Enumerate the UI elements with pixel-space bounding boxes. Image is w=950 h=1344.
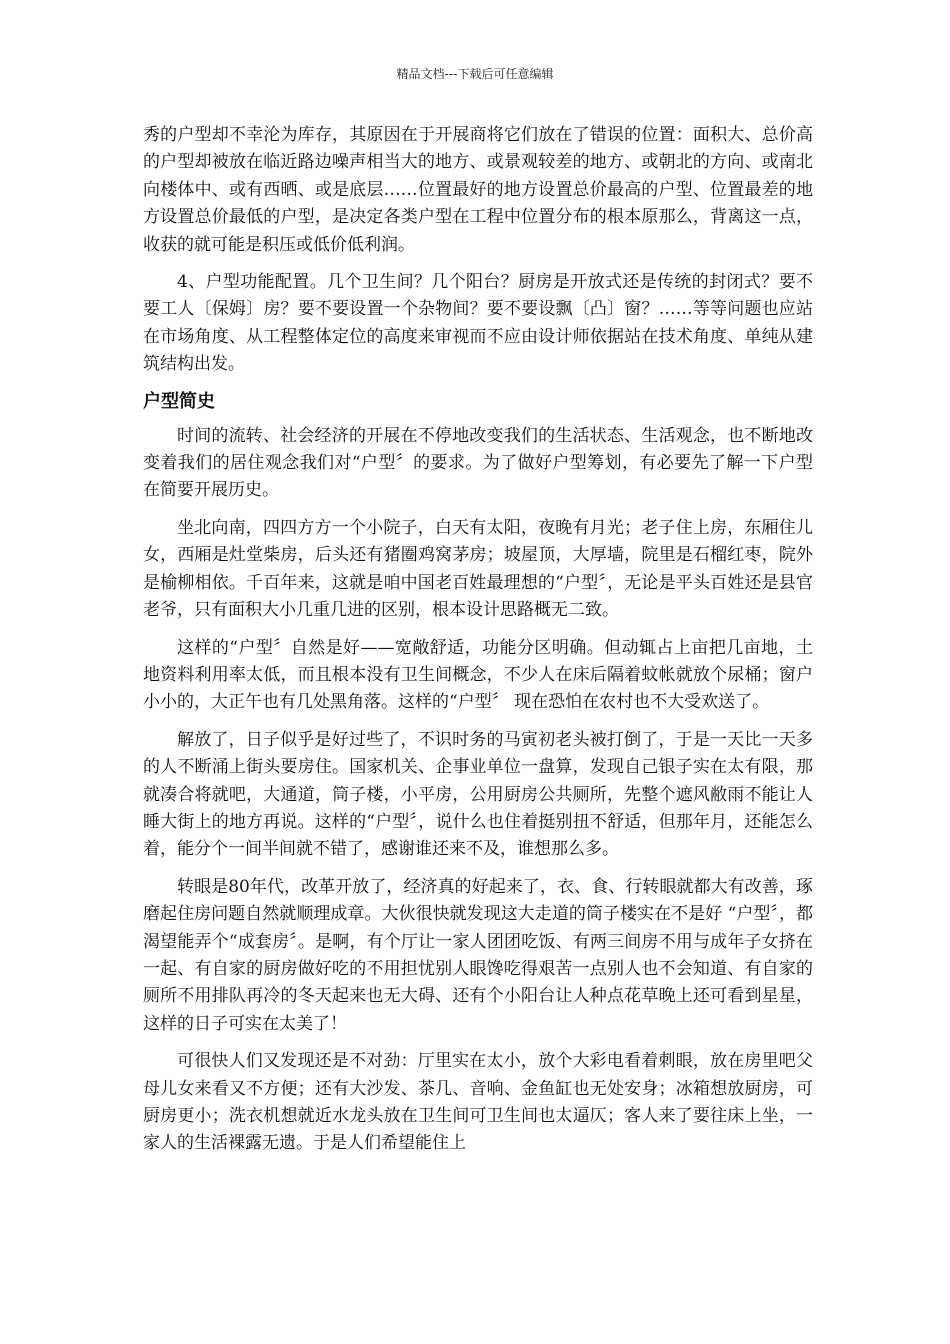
page-header: 精品文档---下载后可任意编辑 [396,67,554,81]
paragraph: 坐北向南，四四方方一个小院子，白天有太阳，夜晚有月光；老子住上房，东厢住儿女，西厢是灶堂柴房，后头还有猪圈鸡窝茅房；坡屋顶，大厚墙，院里是石榴红枣，院外是榆柳相依。千百年来，这就是咱中国老百姓最理想的“户型〞，无论是平头百姓还是县官老爷，只有面积大小几重几进的区别，根本设计思路概无二致。 [143,517,813,621]
paragraph: 这样的“户型〞自然是好——宽敞舒适，功能分区明确。但动辄占上亩把几亩地，土地资料利用率太低，而且根本没有卫生间概念，不少人在床后隔着蚊帐就放个尿桶；窗户小小的，大正午也有几处黑角落。这样的“户型〞 现在恐怕在农村也不大受欢送了。 [143,637,813,713]
paragraph: 时间的流转、社会经济的开展在不停地改变我们的生活状态、生活观念，也不断地改变着我们的居住观念我们对“户型〞的要求。为了做好户型筹划，有必要先了解一下户型在简要开展历史。 [143,425,813,501]
paragraph: 可很快人们又发现还是不对劲：厅里实在太小，放个大彩电看着刺眼，放在房里吧父母儿女来看又不方便；还有大沙发、茶几、音响、金鱼缸也无处安身；冰箱想放厨房，可厨房更小；洗衣机想就近水龙头放在卫生间可卫生间也太逼仄；客人来了要往床上坐，一家人的生活裸露无遗。于是人们希望能住上 [143,1051,813,1154]
paragraph: 4、户型功能配置。几个卫生间？几个阳台？厨房是开放式还是传统的封闭式？要不要工人〔保姆〕房？要不要设置一个杂物间？要不要设飘〔凸〕窗？……等等问题也应站在市场角度、从工程整体定位的高度来审视而不应由设计师依据站在技术角度、单纯从建筑结构出发。 [143,272,813,375]
paragraph: 转眼是80年代，改革开放了，经济真的好起来了，衣、食、行转眼就都大有改善，琢磨起住房问题自然就顺理成章。大伙很快就发现这大走道的筒子楼实在不是好 “户型〞，都渴望能弄个“成套房〞。是啊，有个厅让一家人团团吃饭、有两三间房不用与成年子女挤在一起、有自家的厨房做好吃的不用担忧别人眼馋吃得艰苦一点别人也不会知道、有自家的厕所不用排队再冷的冬天起来也无大碍、还有个小阳台让人种点花草晚上还可看到星星，这样的日子可实在太美了！ [143,876,813,1034]
section-heading: 户型简史 [143,390,215,412]
paragraph: 秀的户型却不幸沦为库存，其原因在于开展商将它们放在了错误的位置：面积大、总价高的户型却被放在临近路边噪声相当大的地方、或景观较差的地方、或朝北的方向、或南北向楼体中、或有西晒、或是底层……位置最好的地方设置总价最高的户型、位置最差的地方设置总价最低的户型，是决定各类户型在工程中位置分布的根本原那么，背离这一点，收获的就可能是积压或低价低利润。 [143,125,813,255]
document-body [143,122,813,1168]
paragraph: 解放了，日子似乎是好过些了，不识时务的马寅初老头被打倒了，于是一天比一天多的人不断涌上街头要房住。国家机关、企事业单位一盘算，发现自己银子实在太有限，那就凑合将就吧，大通道，筒子楼，小平房，公用厨房公共厕所，先整个遮风敝雨不能让人睡大街上的地方再说。这样的“户型〞，说什么也住着挺别扭不舒适，但那年月，还能怎么着，能分个一间半间就不错了，感谢谁还来不及，谁想那么多。 [143,729,813,860]
